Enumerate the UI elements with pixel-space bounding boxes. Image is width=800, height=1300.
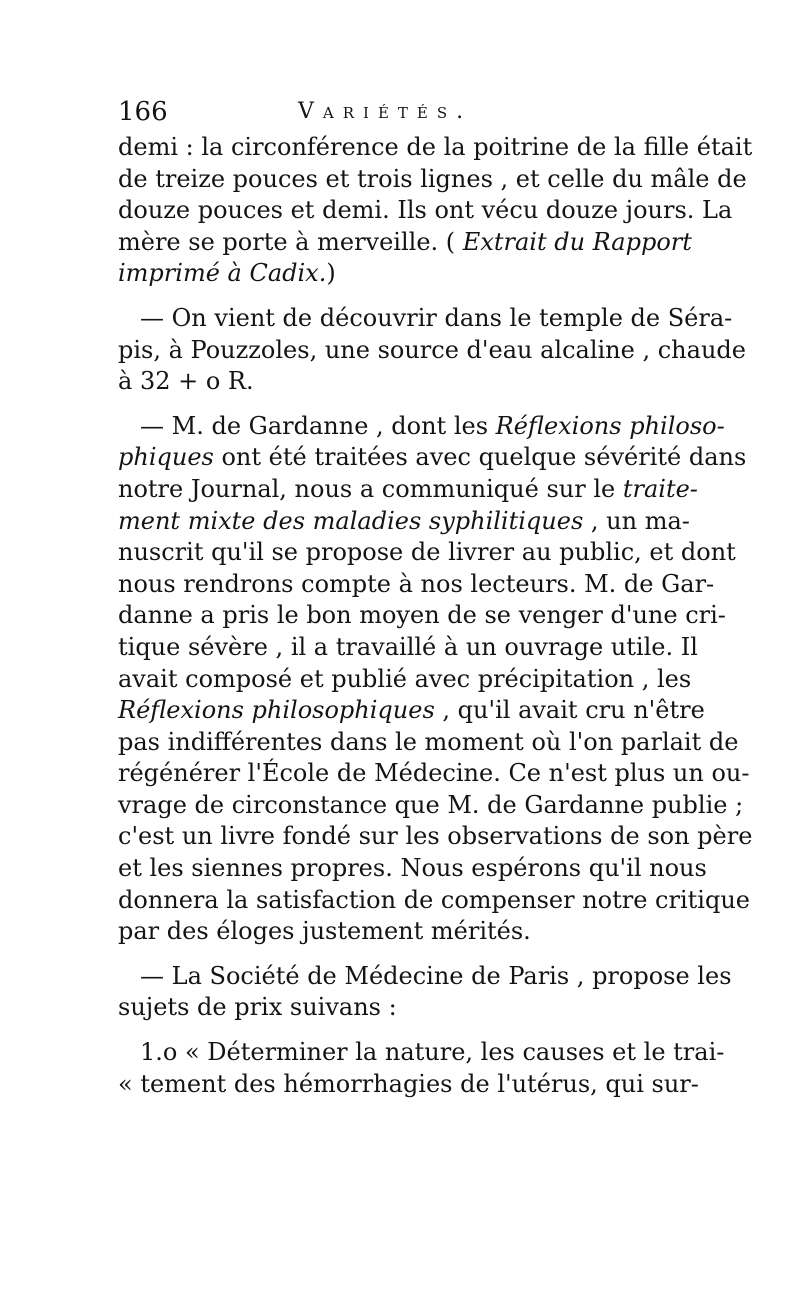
- text-run: et les siennes propres. Nous espérons qu'il nous: [118, 854, 707, 883]
- text-line: [118, 695, 705, 727]
- text-line: [118, 258, 678, 290]
- text-line: [118, 664, 692, 696]
- italic-run: Réflexions philosophiques: [118, 696, 435, 725]
- text-line: [118, 537, 736, 569]
- text-line: [118, 1037, 725, 1069]
- text-line: [118, 227, 692, 259]
- text-run: 1.o « Déterminer la nature, les causes et le trai-: [140, 1038, 725, 1067]
- text-line: [118, 303, 733, 335]
- text-run: , un ma-: [583, 506, 690, 535]
- text-run: ): [326, 259, 336, 288]
- italic-run: Réflexions philoso-: [495, 411, 725, 440]
- text-run: avait composé et publié avec précipitation , les: [118, 664, 692, 693]
- text-line: [118, 600, 726, 632]
- text-line: [118, 366, 678, 398]
- text-run: vrage de circonstance que M. de Gardanne publie ;: [118, 790, 744, 819]
- text-run: notre Journal, nous a communiqué sur le: [118, 474, 623, 503]
- text-run: tique sévère , il a travaillé à un ouvrage utile. Il: [118, 632, 698, 661]
- text-line: [118, 164, 747, 196]
- text-line: [118, 790, 744, 822]
- text-run: donnera la satisfaction de compenser notre critique: [118, 885, 750, 914]
- running-head: [118, 92, 678, 132]
- text-line: [118, 1069, 699, 1101]
- text-run: mère se porte à merveille. (: [118, 227, 463, 256]
- text-run: à 32 + o R.: [118, 367, 254, 396]
- text-run: nous rendrons compte à nos lecteurs. M. de Gar-: [118, 569, 715, 598]
- text-line: [118, 132, 753, 164]
- text-run: — M. de Gardanne , dont les: [140, 411, 496, 440]
- text-line: [118, 821, 753, 853]
- paragraph: [118, 1037, 725, 1100]
- paragraph: [118, 411, 753, 948]
- paragraph: [118, 132, 753, 290]
- text-line: [118, 916, 678, 948]
- text-line: [118, 853, 707, 885]
- text-line: [118, 506, 690, 538]
- page-number: 166: [118, 97, 168, 127]
- italic-run: imprimé à Cadix.: [118, 259, 327, 288]
- body-text: [118, 132, 753, 1100]
- text-run: douze pouces et demi. Ils ont vécu douze jours. La: [118, 196, 733, 225]
- text-run: c'est un livre fondé sur les observations de son père: [118, 822, 753, 851]
- paragraph: [118, 961, 732, 1024]
- text-line: [118, 411, 725, 443]
- text-run: de treize pouces et trois lignes , et celle du mâle de: [118, 164, 747, 193]
- text-line: [118, 885, 750, 917]
- text-run: — La Société de Médecine de Paris , propose les: [140, 961, 732, 990]
- text-line: [118, 442, 747, 474]
- italic-run: phiques: [118, 443, 214, 472]
- text-run: pas indifférentes dans le moment où l'on parlait de: [118, 727, 739, 756]
- text-line: [118, 569, 715, 601]
- italic-run: ment mixte des maladies syphilitiques: [118, 506, 584, 535]
- text-line: [118, 335, 746, 367]
- text-line: [118, 632, 698, 664]
- text-run: pis, à Pouzzoles, une source d'eau alcaline , chaude: [118, 335, 746, 364]
- text-line: [118, 195, 733, 227]
- book-page: [118, 92, 753, 1100]
- text-run: demi : la circonférence de la poitrine de la fille était: [118, 133, 753, 161]
- italic-run: Extrait du Rapport: [462, 227, 692, 256]
- paragraph: [118, 303, 746, 398]
- text-run: sujets de prix suivans :: [118, 993, 397, 1022]
- text-line: [118, 992, 678, 1024]
- text-run: danne a pris le bon moyen de se venger d'une cri-: [118, 601, 726, 630]
- running-title: Variétés.: [298, 99, 473, 124]
- text-line: [118, 727, 739, 759]
- text-line: [118, 474, 698, 506]
- text-run: « tement des hémorrhagies de l'utérus, qui sur-: [118, 1069, 699, 1098]
- text-run: régénérer l'École de Médecine. Ce n'est plus un ou-: [118, 759, 750, 788]
- text-run: — On vient de découvrir dans le temple de Séra-: [140, 303, 733, 332]
- text-line: [118, 758, 750, 790]
- text-run: , qu'il avait cru n'être: [434, 696, 705, 725]
- text-run: ont été traitées avec quelque sévérité dans: [213, 443, 747, 472]
- text-line: [118, 961, 732, 993]
- text-run: par des éloges justement mérités.: [118, 917, 531, 946]
- italic-run: traite-: [622, 474, 698, 503]
- text-run: nuscrit qu'il se propose de livrer au public, et dont: [118, 538, 736, 567]
